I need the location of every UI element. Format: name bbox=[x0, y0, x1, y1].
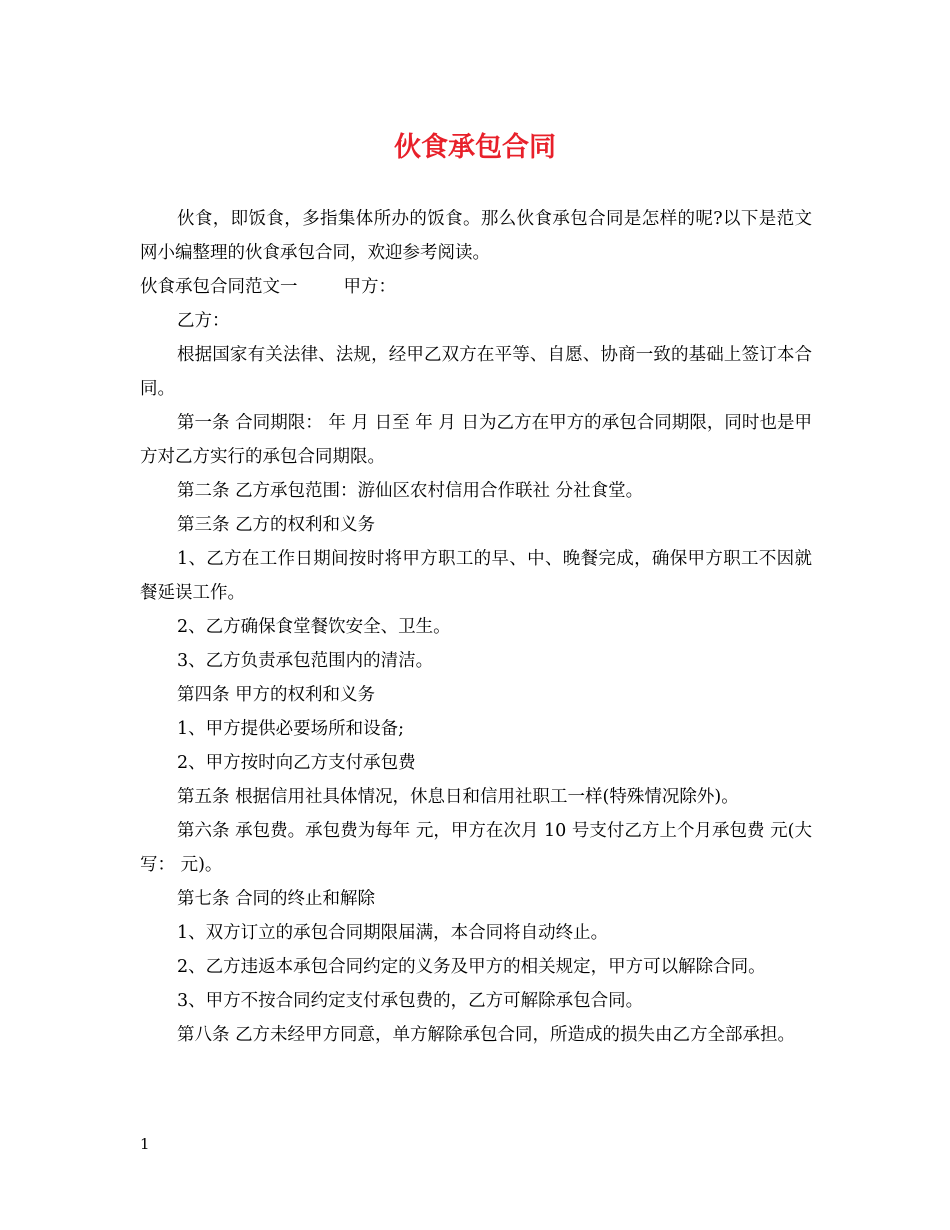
preamble-paragraph: 根据国家有关法律、法规，经甲乙双方在平等、自愿、协商一致的基础上签订本合同。 bbox=[140, 345, 812, 399]
article-8: 第八条 乙方未经甲方同意，单方解除承包合同，所造成的损失由乙方全部承担。 bbox=[177, 1025, 796, 1045]
article-4-title: 第四条 甲方的权利和义务 bbox=[177, 685, 376, 705]
document-body bbox=[140, 202, 812, 1052]
article-7-title: 第七条 合同的终止和解除 bbox=[177, 889, 376, 909]
article-4-item: 2、甲方按时向乙方支付承包费 bbox=[177, 753, 416, 773]
article-3-item: 2、乙方确保食堂餐饮安全、卫生。 bbox=[177, 617, 451, 637]
article-5: 第五条 根据信用社具体情况，休息日和信用社职工一样(特殊情况除外)。 bbox=[177, 787, 739, 807]
article-4-item: 1、甲方提供必要场所和设备; bbox=[177, 719, 405, 739]
article-3-item: 3、乙方负责承包范围内的清洁。 bbox=[177, 651, 434, 671]
party-b-label: 乙方： bbox=[177, 311, 230, 331]
article-7-item: 3、甲方不按合同约定支付承包费的，乙方可解除承包合同。 bbox=[177, 991, 644, 1011]
article-6: 第六条 承包费。承包费为每年 元，甲方在次月 10 号支付乙方上个月承包费 元(大写： 元)。 bbox=[140, 821, 812, 875]
document-title: 伙食承包合同 bbox=[394, 132, 556, 163]
party-a-label: 甲方： bbox=[343, 277, 396, 297]
article-3-title: 第三条 乙方的权利和义务 bbox=[177, 515, 376, 535]
sample-heading-line bbox=[140, 270, 812, 304]
article-2: 第二条 乙方承包范围：游仙区农村信用合作联社 分社食堂。 bbox=[177, 481, 644, 501]
article-7-item: 1、双方订立的承包合同期限届满，本合同将自动终止。 bbox=[177, 923, 609, 943]
article-1: 第一条 合同期限： 年 月 日至 年 月 日为乙方在甲方的承包合同期限，同时也是甲方对乙方实行的承包合同期限。 bbox=[140, 413, 812, 467]
sample-heading: 伙食承包合同范文一 bbox=[140, 277, 298, 297]
article-3-item: 1、乙方在工作日期间按时将甲方职工的早、中、晚餐完成，确保甲方职工不因就餐延误工作。 bbox=[140, 549, 812, 603]
intro-paragraph: 伙食，即饭食，多指集体所办的饭食。那么伙食承包合同是怎样的呢?以下是范文网小编整理的伙食承包合同，欢迎参考阅读。 bbox=[140, 209, 812, 263]
page-number: 1 bbox=[140, 1135, 150, 1153]
article-7-item: 2、乙方违返本承包合同约定的义务及甲方的相关规定，甲方可以解除合同。 bbox=[177, 957, 766, 977]
